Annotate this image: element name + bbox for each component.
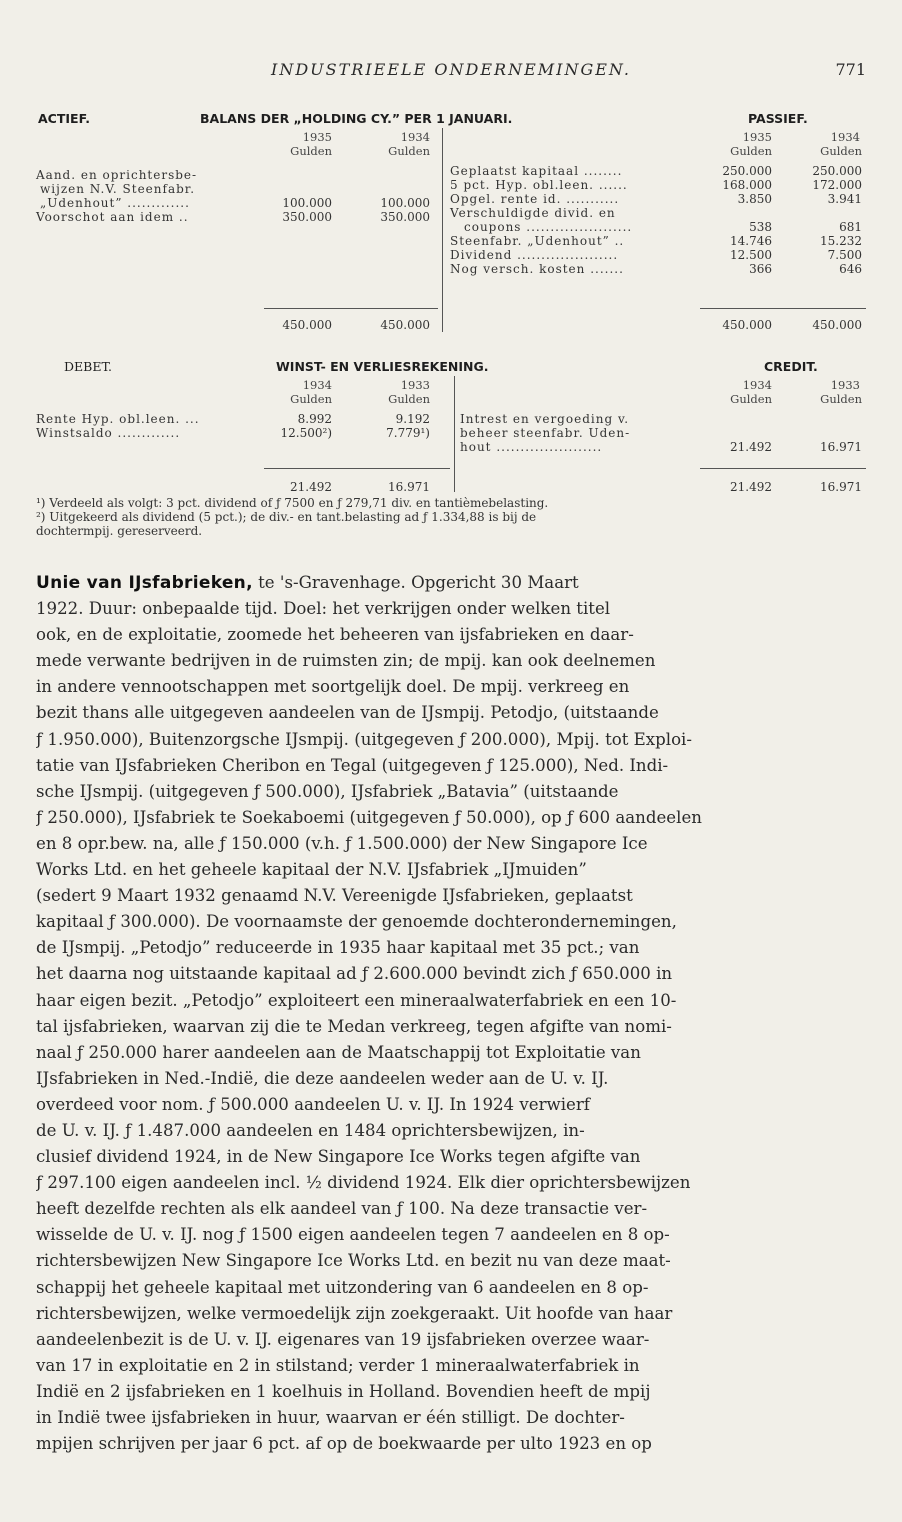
debet-year-2: 1933 xyxy=(400,378,430,392)
article-line xyxy=(36,674,866,700)
credit-unit-1: Gulden xyxy=(730,392,772,406)
company-article xyxy=(36,570,866,1457)
profit-loss-header xyxy=(36,360,866,376)
right-row-label: Verschuldigde divid. en xyxy=(450,206,616,220)
debet-unit-1: Gulden xyxy=(290,392,332,406)
right-row-label: 5 pct. Hyp. obl.leen. ...... xyxy=(450,178,628,192)
right-row-label: Nog versch. kosten ....... xyxy=(450,262,624,276)
credit-total-2: 16.971 xyxy=(820,480,862,494)
right-row-label: beheer steenfabr. Uden- xyxy=(460,426,631,440)
article-line-text: in andere vennootschappen met soortgelijk doel. De mpij. verkreeg en xyxy=(36,677,630,697)
article-line-text: (sedert 9 Maart 1932 genaamd N.V. Vereenigde IJsfabrieken, geplaatst xyxy=(36,886,633,906)
article-line xyxy=(36,1248,866,1274)
credit-unit-2: Gulden xyxy=(820,392,862,406)
article-line xyxy=(36,1118,866,1144)
article-line xyxy=(36,622,866,648)
left-row-value: 350.000 xyxy=(380,210,430,224)
profit-loss-title: WINST- EN VERLIESREKENING. xyxy=(276,359,489,374)
footnote-1: ¹) Verdeeld als volgt: 3 pct. dividend of ƒ 7500 en ƒ 279,71 div. en tantièmebelasting. xyxy=(36,496,549,510)
right-row-value: 646 xyxy=(839,262,862,276)
article-line xyxy=(36,805,866,831)
article-line-text: Indië en 2 ijsfabrieken en 1 koelhuis in Holland. Bovendien heeft de mpij xyxy=(36,1381,651,1401)
article-line xyxy=(36,1040,866,1066)
debet-total-rule xyxy=(264,468,450,469)
article-line-text: richtersbewijzen New Singapore Ice Works Ltd. en bezit nu van deze maat- xyxy=(36,1251,671,1271)
right-row-value: 14.746 xyxy=(730,234,772,248)
article-line xyxy=(36,909,866,935)
right-row-value: 250.000 xyxy=(812,164,862,178)
left-row-label: Voorschot aan idem .. xyxy=(36,210,189,224)
left-row-label: wijzen N.V. Steenfabr. xyxy=(40,182,196,196)
passief-total-1: 450.000 xyxy=(722,318,772,332)
balance-sheet-table xyxy=(36,112,866,338)
left-row-value: 100.000 xyxy=(380,196,430,210)
left-row-value: 12.500²) xyxy=(280,426,332,440)
article-line-text: heeft dezelfde rechten als elk aandeel van ƒ 100. Na deze transactie ver- xyxy=(36,1199,648,1219)
article-line xyxy=(36,1092,866,1118)
left-row-label: Rente Hyp. obl.leen. ... xyxy=(36,412,200,426)
article-line xyxy=(36,935,866,961)
article-line-text: ƒ 297.100 eigen aandeelen incl. ½ dividend 1924. Elk dier oprichtersbewijzen xyxy=(36,1173,691,1193)
right-row-value: 15.232 xyxy=(820,234,862,248)
article-line-text: de U. v. IJ. ƒ 1.487.000 aandeelen en 1484 oprichtersbewijzen, in- xyxy=(36,1120,585,1140)
right-row-value: 7.500 xyxy=(827,248,862,262)
article-line-text: mpijen schrijven per jaar 6 pct. af op de boekwaarde per ulto 1923 en op xyxy=(36,1434,652,1454)
credit-total-rule xyxy=(700,468,866,469)
article-line-text: schappij het geheele kapitaal met uitzondering van 6 aandeelen en 8 op- xyxy=(36,1277,649,1297)
right-row-label: Opgel. rente id. ........... xyxy=(450,192,620,206)
passief-total-2: 450.000 xyxy=(812,318,862,332)
running-head-title: INDUSTRIEELE ONDERNEMINGEN. xyxy=(271,60,631,79)
footnote-2: ²) Uitgekeerd als dividend (5 pct.); de div.- en tant.belasting ad ƒ 1.334,88 is bij de xyxy=(36,510,537,524)
article-line-text: clusief dividend 1924, in de New Singapore Ice Works tegen afgifte van xyxy=(36,1147,641,1167)
article-line xyxy=(36,1196,866,1222)
article-line xyxy=(36,1144,866,1170)
column-divider xyxy=(442,128,443,332)
right-row-label: hout ...................... xyxy=(460,440,603,454)
debet-unit-2: Gulden xyxy=(388,392,430,406)
actief-total-1: 450.000 xyxy=(282,318,332,332)
left-row-label: Winstsaldo ............. xyxy=(36,426,181,440)
article-line xyxy=(36,1431,866,1457)
right-row-value: 168.000 xyxy=(722,178,772,192)
page-number: 771 xyxy=(835,60,866,79)
credit-year-2: 1933 xyxy=(830,378,860,392)
passief-unit-1: Gulden xyxy=(730,144,772,158)
passief-unit-2: Gulden xyxy=(820,144,862,158)
right-row-value: 3.941 xyxy=(827,192,862,206)
right-row-label: Steenfabr. „Udenhout” .. xyxy=(450,234,625,248)
article-line-text: de IJsmpij. „Petodjo” reduceerde in 1935 haar kapitaal met 35 pct.; van xyxy=(36,938,640,958)
article-line xyxy=(36,570,866,596)
left-row-label: „Udenhout” ............. xyxy=(40,196,190,210)
actief-unit-1: Gulden xyxy=(290,144,332,158)
article-line xyxy=(36,727,866,753)
passief-heading: PASSIEF. xyxy=(748,111,808,126)
article-line-text: ƒ 250.000), IJsfabriek te Soekaboemi (uitgegeven ƒ 50.000), op ƒ 600 aandeelen xyxy=(36,807,702,827)
article-line xyxy=(36,1353,866,1379)
article-line-text: 1922. Duur: onbepaalde tijd. Doel: het verkrijgen onder welken titel xyxy=(36,599,611,619)
article-line-text: sche IJsmpij. (uitgegeven ƒ 500.000), IJsfabriek „Batavia” (uitstaande xyxy=(36,781,619,801)
article-line xyxy=(36,1014,866,1040)
debet-total-2: 16.971 xyxy=(388,480,430,494)
article-line xyxy=(36,961,866,987)
right-row-value: 12.500 xyxy=(730,248,772,262)
article-line-text: aandeelenbezit is de U. v. IJ. eigenares van 19 ijsfabrieken overzee waar- xyxy=(36,1329,650,1349)
article-line xyxy=(36,1170,866,1196)
article-line xyxy=(36,1379,866,1405)
right-row-label: Geplaatst kapitaal ........ xyxy=(450,164,623,178)
article-line xyxy=(36,1222,866,1248)
left-row-value: 100.000 xyxy=(282,196,332,210)
right-row-value: 681 xyxy=(839,220,862,234)
article-line xyxy=(36,753,866,779)
right-row-value: 3.850 xyxy=(737,192,772,206)
left-row-value: 350.000 xyxy=(282,210,332,224)
article-line-text: ƒ 1.950.000), Buitenzorgsche IJsmpij. (uitgegeven ƒ 200.000), Mpij. tot Exploi- xyxy=(36,729,692,749)
debet-year-1: 1934 xyxy=(302,378,332,392)
right-row-value: 250.000 xyxy=(722,164,772,178)
passief-year-2: 1934 xyxy=(830,130,860,144)
article-line-text: mede verwante bedrijven in de ruimsten zin; de mpij. kan ook deelnemen xyxy=(36,651,656,671)
article-line-text: het daarna nog uitstaande kapitaal ad ƒ 2.600.000 bevindt zich ƒ 650.000 in xyxy=(36,964,673,984)
article-line-text: haar eigen bezit. „Petodjo” exploiteert een mineraalwaterfabriek en een 10- xyxy=(36,990,677,1010)
article-line-text: te 's-Gravenhage. Opgericht 30 Maart xyxy=(252,573,579,592)
article-line xyxy=(36,831,866,857)
right-row-value: 16.971 xyxy=(820,440,862,454)
right-row-value: 366 xyxy=(749,262,772,276)
article-line xyxy=(36,648,866,674)
right-row-value: 538 xyxy=(749,220,772,234)
article-line xyxy=(36,779,866,805)
left-row-value: 7.779¹) xyxy=(386,426,430,440)
article-line-text: van 17 in exploitatie en 2 in stilstand; verder 1 mineraalwaterfabriek in xyxy=(36,1355,640,1375)
article-line-text: tatie van IJsfabrieken Cheribon en Tegal (uitgegeven ƒ 125.000), Ned. Indi- xyxy=(36,755,669,775)
credit-total-1: 21.492 xyxy=(730,480,772,494)
actief-heading: ACTIEF. xyxy=(38,111,91,126)
article-line xyxy=(36,857,866,883)
actief-unit-2: Gulden xyxy=(388,144,430,158)
credit-heading: CREDIT. xyxy=(764,359,818,374)
article-line-text: tal ijsfabrieken, waarvan zij die te Medan verkreeg, tegen afgifte van nomi- xyxy=(36,1016,672,1036)
footnotes xyxy=(36,496,866,538)
article-line-text: wisselde de U. v. IJ. nog ƒ 1500 eigen aandeelen tegen 7 aandeelen en 8 op- xyxy=(36,1225,670,1245)
article-line xyxy=(36,700,866,726)
left-row-value: 8.992 xyxy=(297,412,332,426)
passief-year-1: 1935 xyxy=(742,130,772,144)
article-line-text: kapitaal ƒ 300.000). De voornaamste der genoemde dochterondernemingen, xyxy=(36,912,677,932)
right-row-label: Intrest en vergoeding v. xyxy=(460,412,630,426)
debet-heading: DEBET. xyxy=(64,359,112,374)
credit-year-1: 1934 xyxy=(742,378,772,392)
running-head xyxy=(0,60,902,88)
article-line-text: Works Ltd. en het geheele kapitaal der N.V. IJsfabriek „IJmuiden” xyxy=(36,860,587,880)
article-line-text: en 8 opr.bew. na, alle ƒ 150.000 (v.h. ƒ 1.500.000) der New Singapore Ice xyxy=(36,833,648,853)
article-line xyxy=(36,1301,866,1327)
article-line-text: in Indië twee ijsfabrieken in huur, waarvan er één stilligt. De dochter- xyxy=(36,1408,625,1427)
left-row-value: 9.192 xyxy=(395,412,430,426)
article-line xyxy=(36,596,866,622)
article-line xyxy=(36,883,866,909)
actief-year-2: 1934 xyxy=(400,130,430,144)
article-line xyxy=(36,1405,866,1431)
left-row-label: Aand. en oprichtersbe- xyxy=(36,168,198,182)
passief-total-rule xyxy=(700,308,866,309)
profit-loss-table xyxy=(36,360,866,498)
right-row-value: 21.492 xyxy=(730,440,772,454)
actief-total-rule xyxy=(264,308,438,309)
article-line xyxy=(36,1275,866,1301)
right-row-value: 172.000 xyxy=(812,178,862,192)
article-line-text: naal ƒ 250.000 harer aandeelen aan de Maatschappij tot Exploitatie van xyxy=(36,1042,641,1062)
right-row-label: Dividend ..................... xyxy=(450,248,619,262)
article-line-text: IJsfabrieken in Ned.-Indië, die deze aandeelen weder aan de U. v. IJ. xyxy=(36,1068,609,1088)
balance-sheet-title: BALANS DER „HOLDING CY.” PER 1 JANUARI. xyxy=(200,111,513,126)
article-line-text: richtersbewijzen, welke vermoedelijk zijn zoekgeraakt. Uit hoofde van haar xyxy=(36,1303,673,1323)
actief-total-2: 450.000 xyxy=(380,318,430,332)
article-line xyxy=(36,988,866,1014)
debet-total-1: 21.492 xyxy=(290,480,332,494)
column-divider xyxy=(454,376,455,492)
balance-sheet-header xyxy=(36,112,866,128)
right-row-label: coupons ...................... xyxy=(464,220,633,234)
article-line-text: ook, en de exploitatie, zoomede het beheeren van ijsfabrieken en daar- xyxy=(36,625,634,645)
article-line xyxy=(36,1066,866,1092)
article-line xyxy=(36,1327,866,1353)
actief-year-1: 1935 xyxy=(302,130,332,144)
article-line-text: overdeed voor nom. ƒ 500.000 aandeelen U. v. IJ. In 1924 verwierf xyxy=(36,1094,590,1114)
article-line-text: bezit thans alle uitgegeven aandeelen van de IJsmpij. Petodjo, (uitstaande xyxy=(36,703,659,723)
company-name: Unie van IJsfabrieken, xyxy=(36,573,253,593)
footnote-2-cont: dochtermpij. gereserveerd. xyxy=(36,524,203,538)
